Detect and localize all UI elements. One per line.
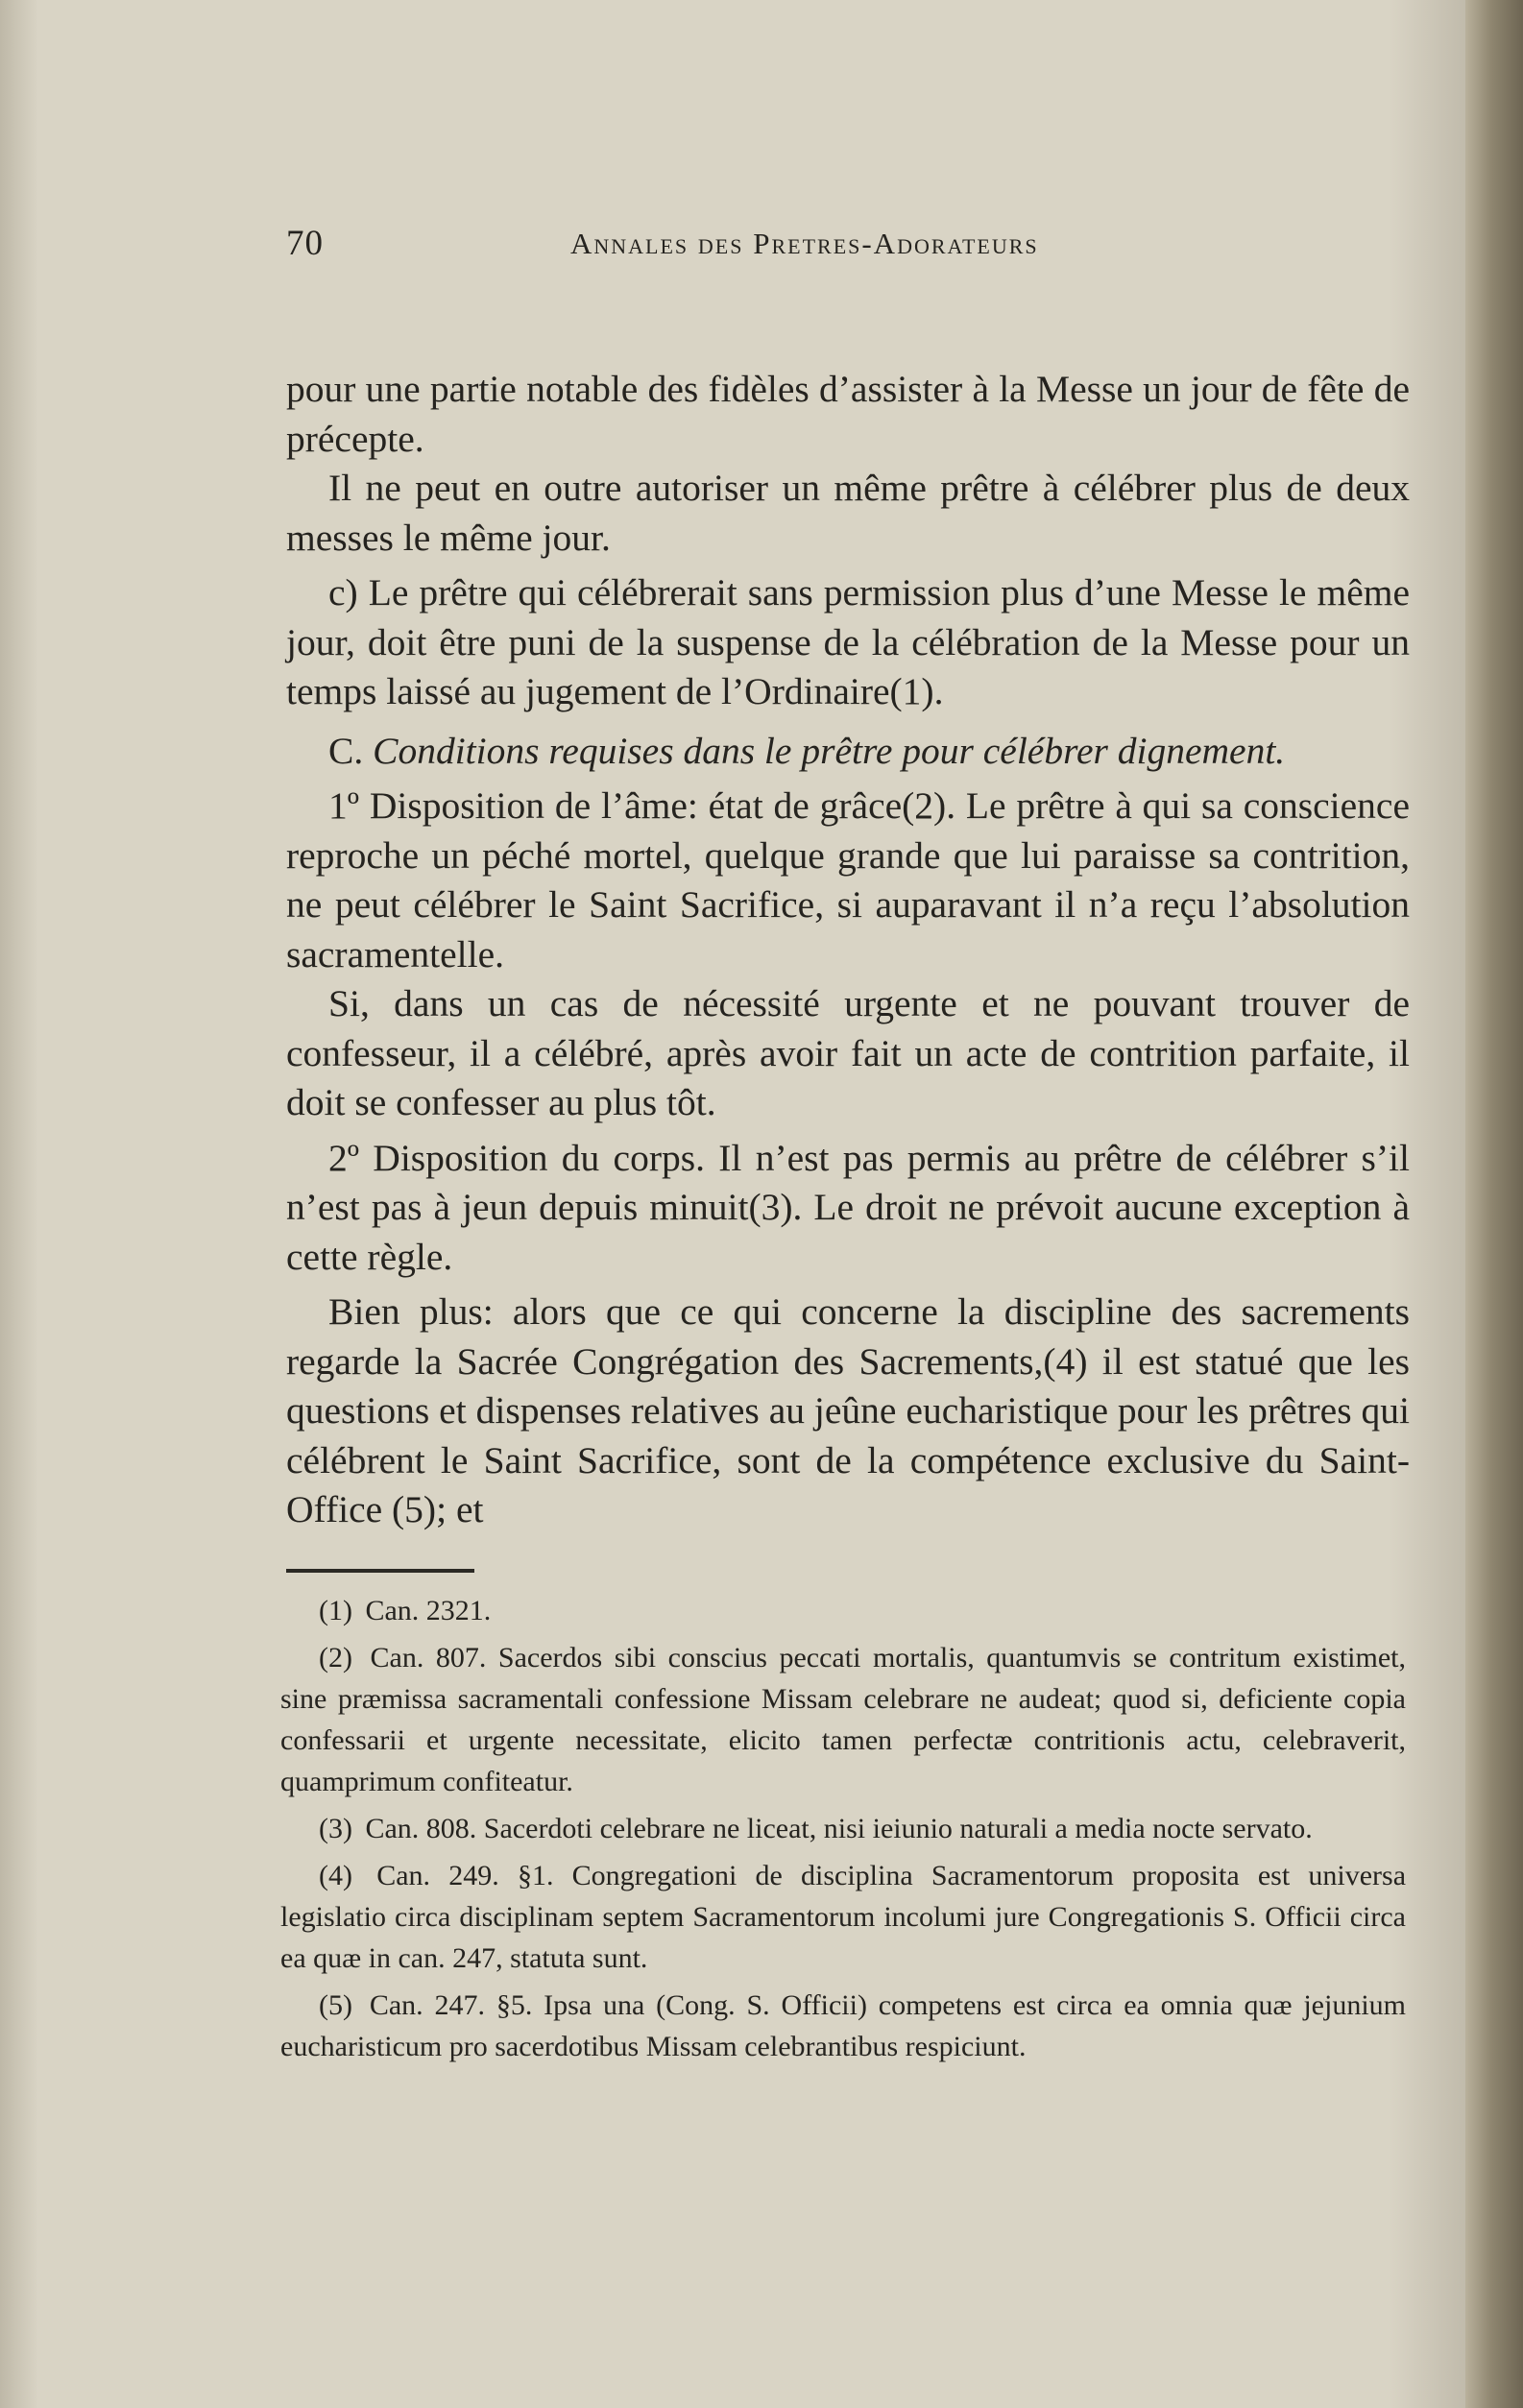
footnote-number: (5): [319, 1989, 352, 2021]
footnote-number: (4): [319, 1860, 352, 1891]
paragraph: Bien plus: alors que ce qui concerne la discipline des sacrements regarde la Sacrée Congrégation des Sacrements,(4) il est statué que les questions et dispenses relatives au jeûne eucharistique pour les prêtres qui célébrent le Saint Sacrifice, sont de la compétence exclusive du Saint-Office (5); et: [286, 1290, 1410, 1530]
footnote: [280, 1590, 1406, 1631]
paragraph: Il ne peut en outre autoriser un même prêtre à célébrer plus de deux messes le même jour.: [286, 467, 1410, 559]
footnotes: [280, 1590, 1406, 2073]
footnote-separator: [286, 1569, 474, 1573]
section-letter: C.: [328, 729, 364, 772]
paragraph-continued: pour une partie notable des fidèles d’assister à la Messe un jour de fête de précepte.: [286, 368, 1410, 460]
page-header: [286, 223, 1419, 271]
paragraph: Si, dans un cas de nécessité urgente et ne pouvant trouver de confesseur, il a célébré, après avoir fait un acte de contrition parfaite, il doit se confesser au plus tôt.: [286, 982, 1410, 1123]
section-title: Conditions requises dans le prêtre pour célébrer dignement.: [373, 729, 1286, 772]
paragraph: 1º Disposition de l’âme: état de grâce(2). Le prêtre à qui sa conscience reproche un péché mortel, quelque grande que lui paraisse sa contrition, ne peut célébrer le Saint Sacrifice, si auparavant il n’a reçu l’absolution sacramentelle.: [286, 784, 1410, 975]
footnote-number: (2): [319, 1642, 352, 1674]
footnote-text: Can. 2321.: [365, 1595, 492, 1626]
footnote-number: (3): [319, 1813, 352, 1844]
paragraph: 2º Disposition du corps. Il n’est pas permis au prêtre de célébrer s’il n’est pas à jeun depuis minuit(3). Le droit ne prévoit aucune exception à cette règle.: [286, 1136, 1410, 1278]
page-number: 70: [286, 224, 324, 263]
main-text: [286, 365, 1410, 1535]
footnote: [280, 1637, 1406, 1802]
footnote-text: Can. 247. §5. Ipsa una (Cong. S. Officii) competens est circa ea omnia quæ jejunium eucharisticum pro sacerdotibus Missam celebrantibus respiciunt.: [280, 1989, 1407, 2062]
book-spine-shadow: [1465, 0, 1523, 2408]
paragraph: c) Le prêtre qui célébrerait sans permission plus d’une Messe le même jour, doit être puni de la suspense de la célébration de la Messe pour un temps laissé au jugement de l’Ordinaire(1).: [286, 571, 1410, 712]
footnote: [280, 1985, 1406, 2067]
footnote: [280, 1855, 1406, 1979]
footnote-text: Can. 249. §1. Congregationi de disciplina Sacramentorum proposita est universa legislatio circa disciplinam septem Sacramentorum incolumi jure Congregationis S. Officii circa ea quæ in can. 247, statuta sunt.: [280, 1860, 1407, 1974]
section-heading: [286, 727, 1410, 777]
footnote-text: Can. 807. Sacerdos sibi conscius peccati mortalis, quantumvis se contritum existimet, sine præmissa sacramentali confessione Missam celebrare ne audeat; quod si, deficiente copia confessarii et urgente necessitate, elicito tamen perfectæ contritionis actu, celebraverit, quamprimum confiteatur.: [280, 1642, 1407, 1797]
footnote-text: Can. 808. Sacerdoti celebrare ne liceat, nisi ieiunio naturali a media nocte servato.: [365, 1813, 1313, 1844]
running-title: Annales des Pretres-Adorateurs: [570, 227, 1039, 260]
footnote-number: (1): [319, 1595, 352, 1626]
footnote: [280, 1808, 1406, 1849]
